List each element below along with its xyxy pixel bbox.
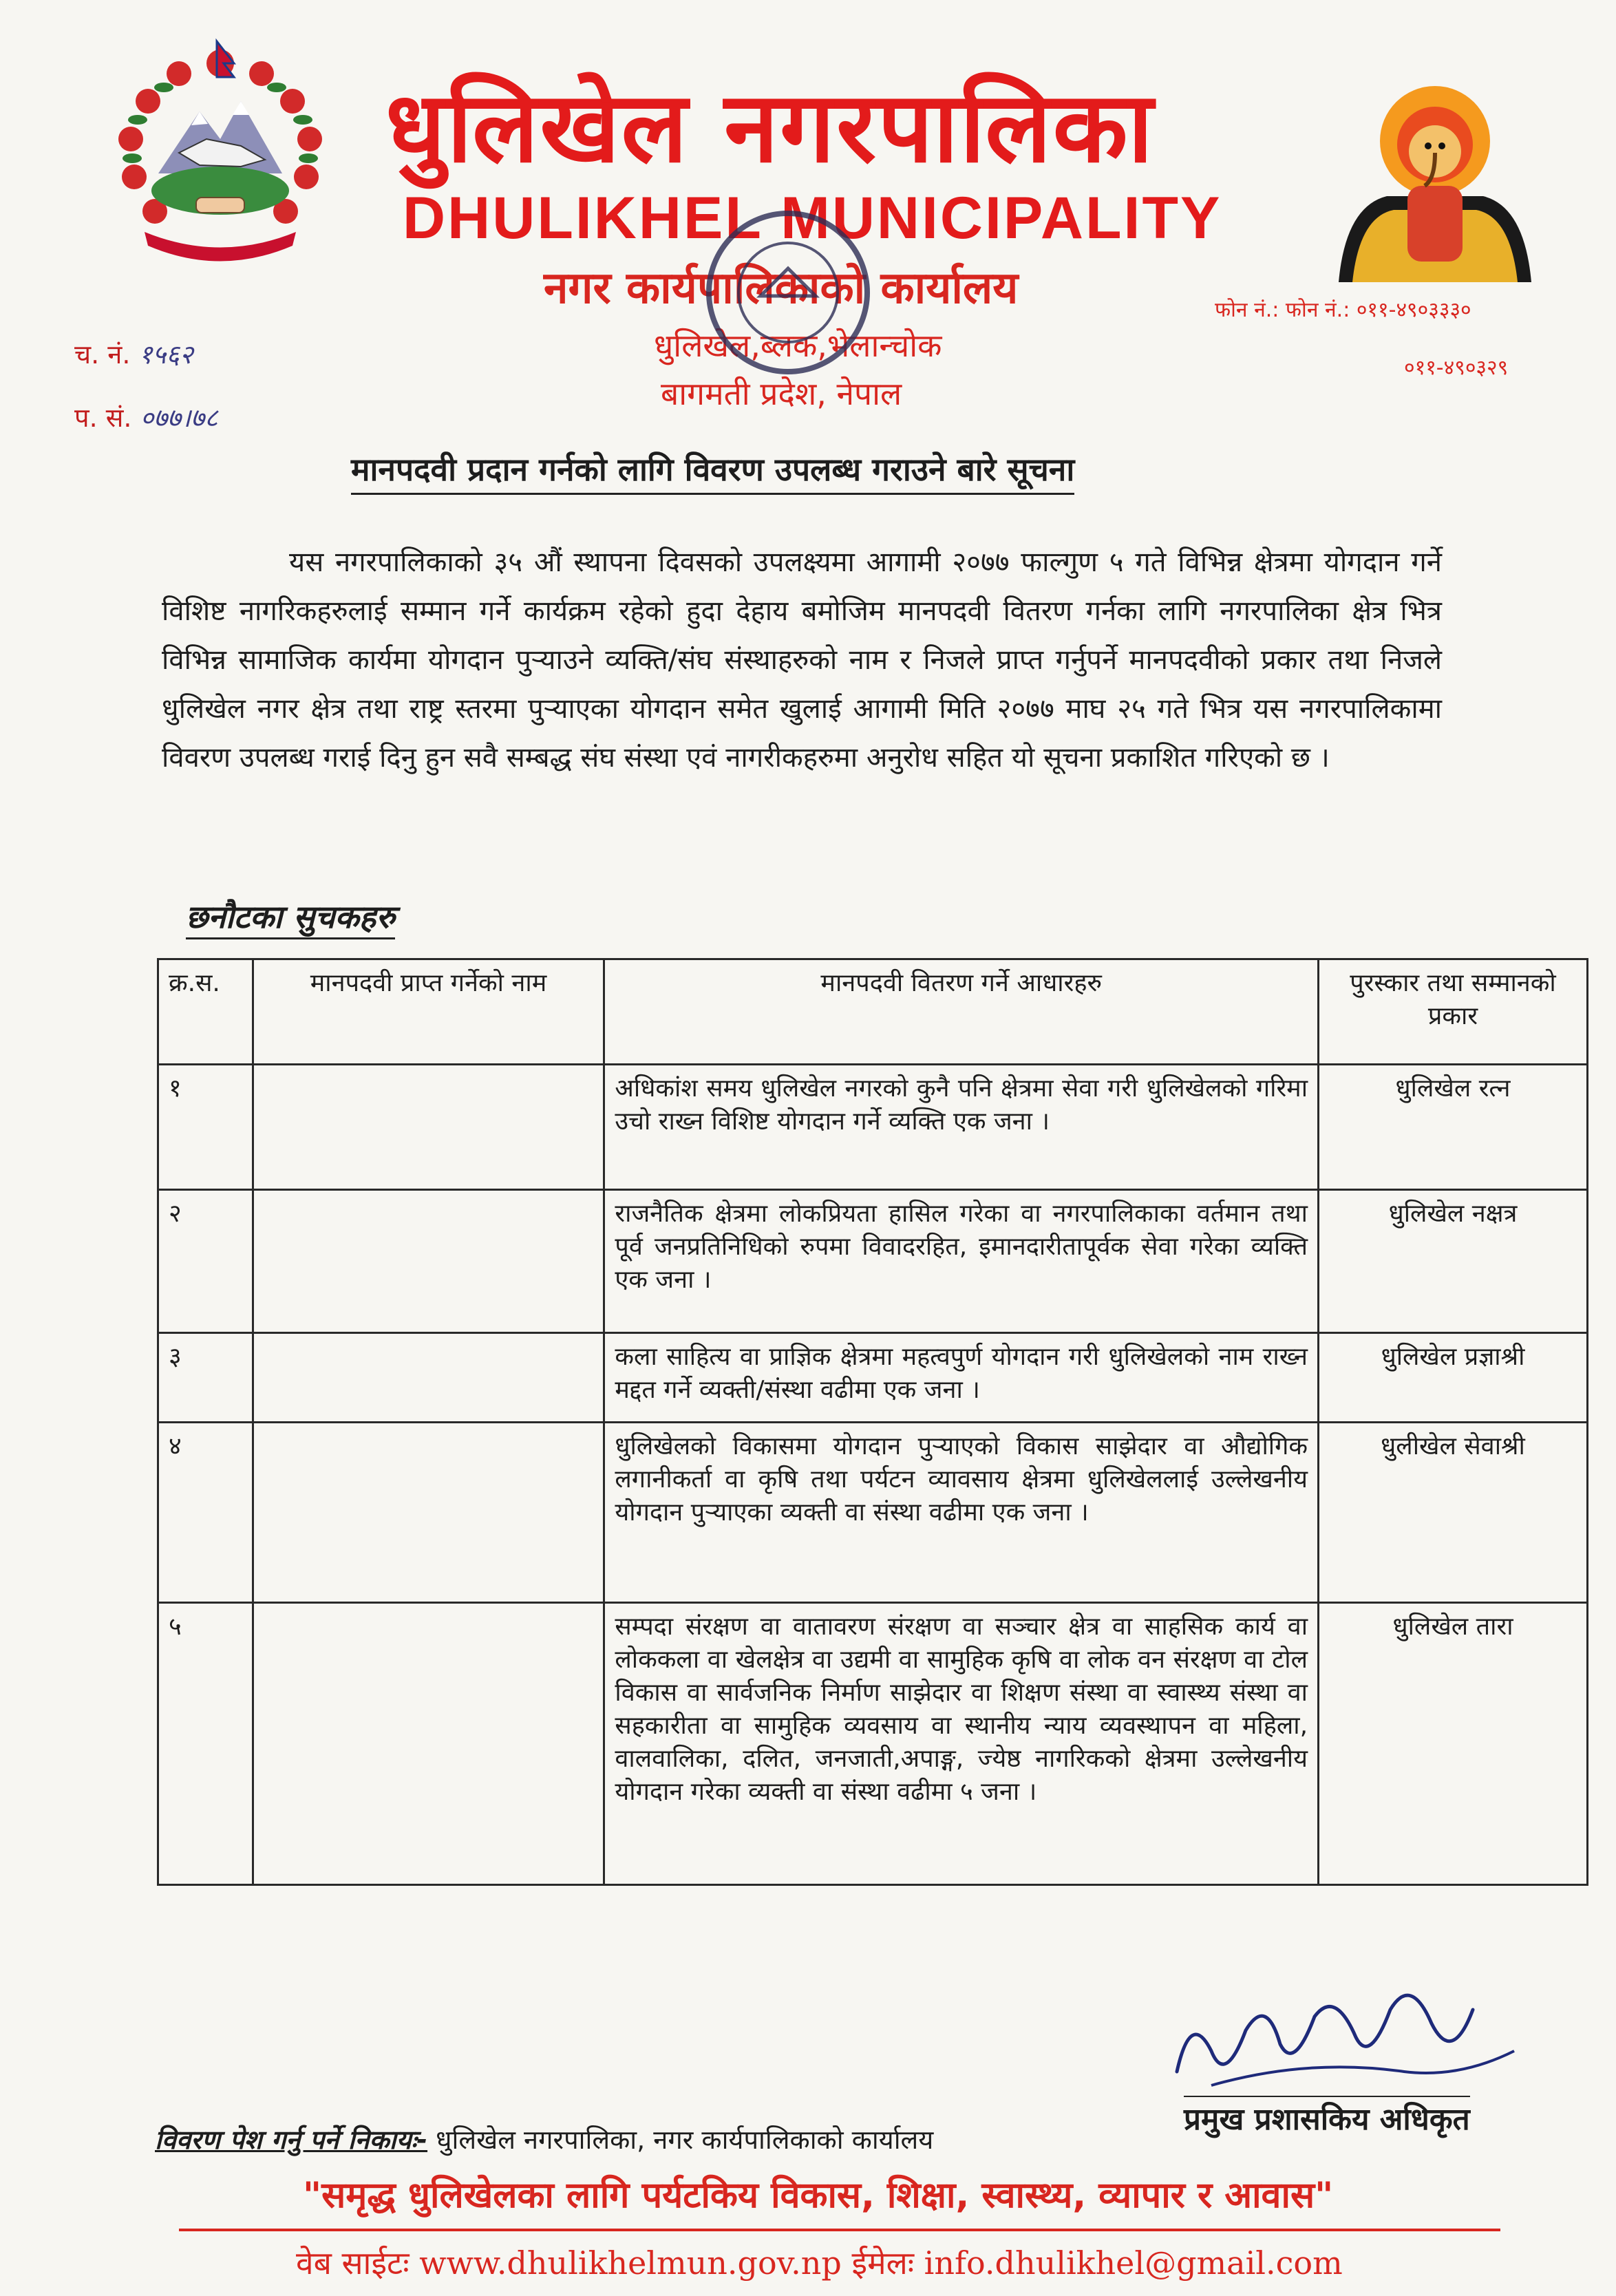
- row-serial: १: [158, 1065, 253, 1190]
- phone-line-2: ०११-४९०३२९: [1404, 356, 1509, 380]
- row-name: [253, 1603, 604, 1885]
- table-row: [158, 1065, 1588, 1190]
- row-serial: २: [158, 1190, 253, 1333]
- official-seal-stamp: [695, 200, 881, 385]
- row-award: धुलिखेल रत्न: [1319, 1065, 1588, 1190]
- notice-body: यस नगरपालिकाको ३५ औं स्थापना दिवसको उपलक्ष्यमा आगामी २०७७ फाल्गुण ५ गते विभिन्न क्षेत्रमा योगदान गर्ने विशिष्ट नागरिकहरुलाई सम्मान गर्ने कार्यक्रम रहेको हुदा देहाय बमोजिम मानपदवी वितरण गर्नका लागि नगरपालिका क्षेत्र भित्र विभिन्न सामाजिक कार्यमा योगदान पुऱ्याउने व्यक्ति/संघ संस्थाहरुको नाम र निजले प्राप्त गर्नुपर्ने मानपदवीको प्रकार तथा निजले धुलिखेल नगर क्षेत्र तथा राष्ट्र स्तरमा पुऱ्याएका योगदान समेत खुलाई आगामी मिति २०७७ माघ २५ गते भित्र यस नगरपालिकामा विवरण उपलब्ध गराई दिनु हुन सवै सम्बद्ध संघ संस्था एवं नागरीकहरुमा अनुरोध सहित यो सूचना प्रकाशित गरिएको छ ।: [162, 546, 1442, 774]
- header-criteria: मानपदवी वितरण गर्ने आधारहरु: [604, 959, 1319, 1065]
- row-criteria: राजनैतिक क्षेत्रमा लोकप्रियता हासिल गरेका वा नगरपालिकाका वर्तमान तथा पूर्व जनप्रतिनिधिको रुपमा विवादरहित, इमानदारीतापूर्वक सेवा गरेका व्यक्ति एक जना ।: [604, 1190, 1319, 1333]
- row-serial: ४: [158, 1423, 253, 1603]
- criteria-table: [157, 958, 1588, 1886]
- row-award: धुलिखेल प्रज्ञाश्री: [1319, 1333, 1588, 1423]
- table-header-row: [158, 959, 1588, 1065]
- header-recipient-name: मानपदवी प्राप्त गर्नेको नाम: [253, 959, 604, 1065]
- row-name: [253, 1065, 604, 1190]
- province-line: बागमती प्रदेश, नेपाल: [661, 375, 902, 412]
- submission-label: विवरण पेश गर्नु पर्ने निकायः-: [155, 2125, 428, 2155]
- table-row: [158, 1423, 1588, 1603]
- website-email-line: वेब साईटः www.dhulikhelmun.gov.np ईमेलः info.dhulikhel@gmail.com: [296, 2244, 1343, 2282]
- reference-label: च. नं.: [74, 339, 131, 370]
- fiscal-label: प. सं.: [74, 403, 132, 433]
- row-criteria: अधिकांश समय धुलिखेल नगरको कुनै पनि क्षेत्रमा सेवा गरी धुलिखेलको गरिमा उचो राख्न विशिष्ट योगदान गर्ने व्यक्ति एक जना ।: [604, 1065, 1319, 1190]
- footer-divider: [179, 2229, 1500, 2231]
- table-row: [158, 1333, 1588, 1423]
- signatory-title: प्रमुख प्रशासकिय अधिकृत: [1184, 2096, 1470, 2138]
- address-line: धुलिखेल,ब्लक,भेलान्चोक: [654, 327, 942, 364]
- row-criteria: सम्पदा संरक्षण वा वातावरण संरक्षण वा सञ्चार क्षेत्र वा साहसिक कार्य वा लोककला वा खेलक्षेत्र वा उद्यमी वा सामुहिक कृषि वा लोक वन संरक्षण वा टोल विकास वा सार्वजनिक निर्माण साझेदार वा शिक्षण संस्था वा स्वास्थ्य संस्था वा सहकारीता वा सामुहिक व्यवसाय वा स्थानीय न्याय व्यवस्थापन वा महिला, वालवालिका, दलित, जनजाती,अपाङ्ग, ज्येष्ठ नागरिकको क्षेत्रमा उल्लेखनीय योगदान गरेका व्यक्ती वा संस्था वढीमा ५ जना ।: [604, 1603, 1319, 1885]
- municipality-title-english: DHULIKHEL MUNICIPALITY: [403, 185, 1222, 251]
- header-serial: क्र.स.: [158, 959, 253, 1065]
- row-award: धुलिखेल तारा: [1319, 1603, 1588, 1885]
- row-name: [253, 1423, 604, 1603]
- office-name: नगर कार्यपालिकाको कार्यालय: [544, 263, 1019, 314]
- reference-value: १५६२: [138, 339, 193, 370]
- nepal-emblem-logo: [103, 36, 337, 263]
- fiscal-year: [74, 399, 218, 435]
- row-serial: ५: [158, 1603, 253, 1885]
- submission-value: धुलिखेल नगरपालिका, नगर कार्यपालिकाको कार्यालय: [436, 2125, 934, 2155]
- table-row: [158, 1190, 1588, 1333]
- table-row: [158, 1603, 1588, 1885]
- row-criteria: कला साहित्य वा प्राज्ञिक क्षेत्रमा महत्वपुर्ण योगदान गरी धुलिखेलको नाम राख्न मद्दत गर्ने व्यक्ती/संस्था वढीमा एक जना ।: [604, 1333, 1319, 1423]
- row-name: [253, 1190, 604, 1333]
- reference-number: [74, 336, 193, 372]
- phone-line-1: फोन नं.: फोन नं.: ०११-४९०३३३०: [1215, 298, 1471, 322]
- row-award: धुलिखेल नक्षत्र: [1319, 1190, 1588, 1333]
- header-award-type: पुरस्कार तथा सम्मानको प्रकार: [1319, 959, 1588, 1065]
- municipality-motto: "समृद्ध धुलिखेलका लागि पर्यटकिय विकास, शिक्षा, स्वास्थ्य, व्यापार र आवास": [303, 2175, 1334, 2216]
- row-name: [253, 1333, 604, 1423]
- handwritten-signature: [1170, 1968, 1528, 2099]
- fiscal-value: ०७७।७८: [140, 403, 218, 433]
- row-award: धुलीखेल सेवाश्री: [1319, 1423, 1588, 1603]
- municipality-title-nepali: धुलिखेल नगरपालिका: [385, 71, 1155, 184]
- criteria-heading: छनौटका सुचकहरु: [186, 895, 395, 939]
- row-criteria: धुलिखेलको विकासमा योगदान पुऱ्याएको विकास साझेदार वा औद्योगिक लगानीकर्ता वा कृषि तथा पर्यटन व्यावसाय क्षेत्रमा धुलिखेललाई उल्लेखनीय योगदान पुऱ्याएका व्यक्ती वा संस्था वढीमा एक जना ।: [604, 1423, 1319, 1603]
- submission-office: [155, 2121, 933, 2157]
- row-serial: ३: [158, 1333, 253, 1423]
- deity-image: [1332, 76, 1538, 289]
- notice-subject: मानपदवी प्रदान गर्नको लागि विवरण उपलब्ध गराउने बारे सूचना: [351, 447, 1074, 495]
